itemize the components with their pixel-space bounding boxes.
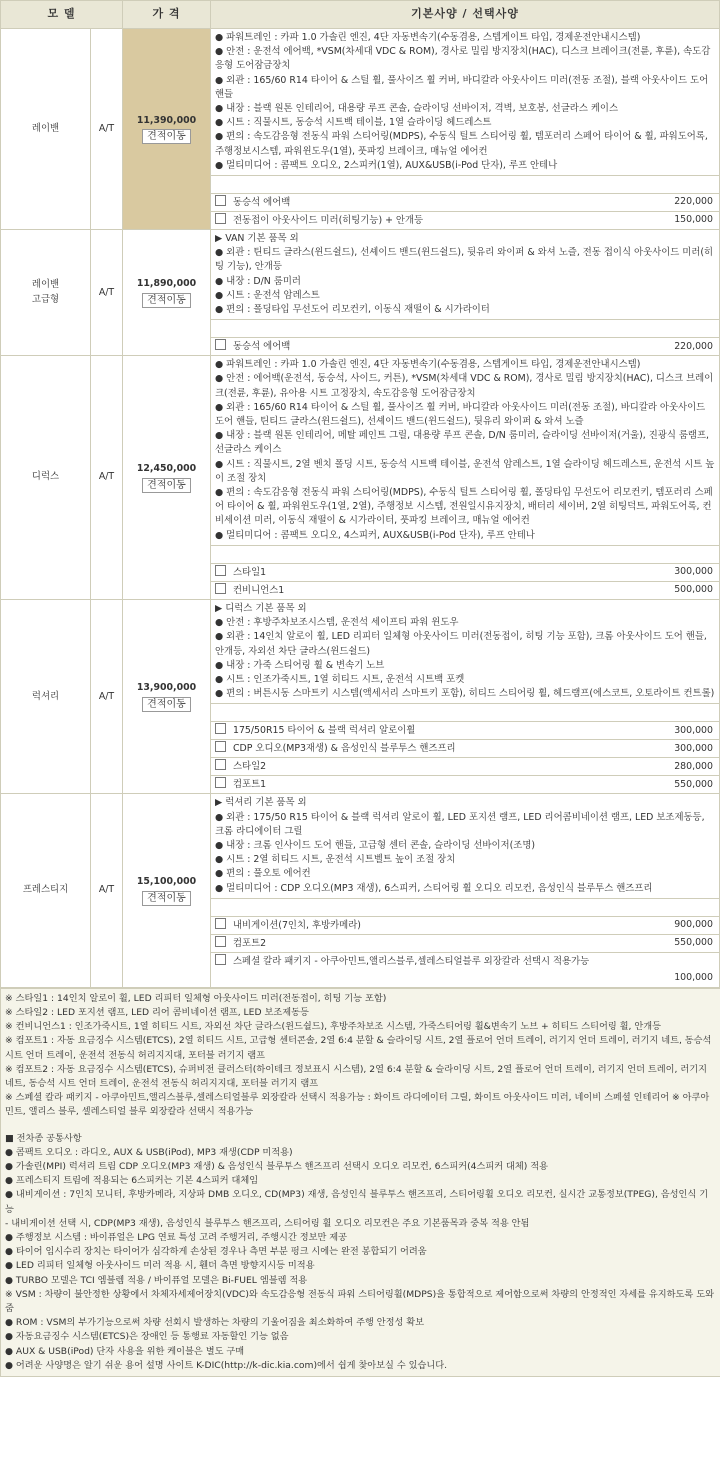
option-price: 150,000 bbox=[619, 212, 719, 230]
note-line: ● 프레스티지 트림에 적용되는 6스피커는 기본 4스피커 대체임 bbox=[5, 1175, 259, 1187]
trim-name bbox=[1, 599, 91, 793]
spec-item: ▶ 럭셔리 기본 품목 외 bbox=[215, 797, 307, 809]
option-name: 스타일2 bbox=[233, 761, 267, 773]
spec-list bbox=[211, 356, 719, 545]
trim-row bbox=[1, 356, 720, 600]
spec-cell bbox=[211, 599, 720, 793]
option-name: 동승석 에어백 bbox=[233, 341, 291, 353]
note-line: ※ 컴포트1 : 자동 요금징수 시스템(ETCS), 2열 히티드 시트, 고급형 센터콘솔, 2열 6:4 분할 & 슬라이딩 시트, 2열 플로어 언더 트레이, 러기지 언더 트레이, 러기지 네트, 동승석 시트 언더 트레이, 운전석 전동식 허리지지대, 포터블 러기지 램프 bbox=[5, 1035, 712, 1061]
note-line: ※ 컨비니언스1 : 인조가죽시트, 1열 히티드 시트, 자외선 차단 글라스(윈드쉴드), 후방주차보조 시스템, 가죽스티어링 휠&변속기 노브 + 히티드 스티어링 휠, 안개등 bbox=[5, 1021, 661, 1033]
option-name: 스페셜 칼라 패키지 - 아쿠아민트,앨리스블루,셀레스티얼블루 외장칼라 선택시 적용가능 bbox=[233, 955, 590, 967]
note-line: ※ 스타일1 : 14인치 알로이 휠, LED 리피터 일체형 아웃사이드 미러(전동접이, 히팅 기능 포함) bbox=[5, 992, 387, 1004]
option-name-cell bbox=[211, 916, 619, 934]
option-table bbox=[211, 319, 719, 355]
note-line: ● 어려운 사양명은 알기 쉬운 용어 설명 사이트 K-DIC(http://k-dic.kia.com)에서 쉽게 찾아보실 수 있습니다. bbox=[5, 1359, 448, 1371]
trim-row bbox=[1, 794, 720, 987]
price-header: 가 격 bbox=[123, 1, 211, 29]
option-name-cell bbox=[211, 776, 619, 794]
option-name: 스타일1 bbox=[233, 566, 267, 578]
option-row bbox=[211, 581, 719, 599]
trim-price: 15,100,000 bbox=[136, 876, 197, 888]
option-checkbox[interactable] bbox=[215, 918, 226, 929]
quote-button[interactable]: 견적이동 bbox=[142, 129, 191, 144]
note-line: ※ VSM : 차량이 불안정한 상황에서 차체자세제어장치(VDC)와 속도감응형 전동식 파워 스티어링휠(MDPS)을 통합적으로 제어함으로써 차량의 안정적인 자세를 유지하도록 도와줌 bbox=[5, 1288, 714, 1314]
spec-item: ● 외관 : 14인치 알로이 휠, LED 리피터 일체형 아웃사이드 미러(전동접이, 히팅 기능 포함), 크롬 아웃사이드 도어 핸들, 안개등, 자외선 차단 글라스(윈드쉴드) bbox=[215, 631, 707, 657]
spec-list bbox=[211, 794, 719, 897]
trim-name-line: 레이밴 bbox=[31, 279, 60, 291]
trim-price-cell bbox=[123, 599, 211, 793]
option-row bbox=[211, 722, 719, 740]
option-name: 컴포트2 bbox=[233, 937, 267, 949]
trim-price: 13,900,000 bbox=[136, 682, 197, 694]
trim-name bbox=[1, 794, 91, 987]
table-header-row bbox=[1, 1, 720, 29]
spec-item: ● 편의 : 폴딩타입 무선도어 리모컨키, 이동식 재떨이 & 시가라이터 bbox=[215, 304, 490, 316]
option-price: 100,000 bbox=[674, 972, 713, 984]
quote-button[interactable]: 견적이동 bbox=[142, 478, 191, 493]
spec-item: ● 내장 : 블랙 원톤 인테리어, 메탈 페인트 그릴, 대용량 루프 콘솔, D/N 룸미러, 슬라이딩 선바이저(거울), 진광식 룸램프, 선글라스 케이스 bbox=[215, 430, 710, 456]
spec-item: ● 파워트레인 : 카파 1.0 가솔린 엔진, 4단 자동변속기(수동겸용, 스텝게이트 타입, 경제운전안내시스템) bbox=[215, 32, 641, 43]
note-line: ● 콤팩트 오디오 : 라디오, AUX & USB(iPod), MP3 재생(CDP 미적용) bbox=[5, 1146, 293, 1158]
option-price: 220,000 bbox=[619, 338, 719, 356]
option-name: 동승석 에어백 bbox=[233, 196, 291, 208]
trim-name bbox=[1, 29, 91, 230]
option-price: 550,000 bbox=[619, 934, 719, 952]
trim-name-line: 고급형 bbox=[31, 293, 60, 305]
note-line: ● 주행정보 시스템 : 바이퓨얼은 LPG 연료 특성 고려 주행거리, 주행시간 정보만 제공 bbox=[5, 1231, 347, 1243]
trim-row bbox=[1, 599, 720, 793]
option-name-cell bbox=[211, 740, 619, 758]
trim-name-line: 프레스티지 bbox=[22, 884, 69, 896]
spec-item: ● 멀티미디어 : CDP 오디오(MP3 재생), 6스피커, 스티어링 휠 오디오 리모컨, 음성인식 블루투스 핸즈프리 bbox=[215, 882, 653, 894]
option-checkbox[interactable] bbox=[215, 741, 226, 752]
spec-item: ● 내장 : D/N 룸미러 bbox=[215, 275, 301, 287]
spec-item: ● 시트 : 직물시트, 2열 벤치 폴딩 시트, 동승석 시트백 테이블, 운전석 암레스트, 1열 슬라이딩 헤드레스트, 운전석 시트 높이 조절 장치 bbox=[215, 458, 715, 484]
spec-item: ● 멀티미디어 : 콤팩트 오디오, 2스피커(1열), AUX&USB(i-Pod 단자), 루프 안테나 bbox=[215, 159, 558, 171]
transmission: A/T bbox=[91, 230, 123, 356]
model-header: 모 델 bbox=[1, 1, 123, 29]
spec-item: ● 외관 : 165/60 R14 타이어 & 스틸 휠, 풀사이즈 휠 커버, 바디칼라 아웃사이드 미러(전동 조절), 바디칼라 아웃사이드 도어 핸들, 틴티드 글라스(윈드쉴드), 선셰이드 밴드(윈드쉴드), 뒷유리 와이퍼 & 와셔 노즐 bbox=[215, 401, 706, 428]
trim-name-line: 럭셔리 bbox=[31, 690, 60, 702]
spec-cell bbox=[211, 356, 720, 600]
option-row bbox=[211, 338, 719, 356]
option-row bbox=[211, 952, 719, 970]
trim-row bbox=[1, 29, 720, 230]
option-checkbox[interactable] bbox=[215, 583, 226, 594]
trim-name bbox=[1, 356, 91, 600]
note-line: ● 타이어 임시수리 장치는 타이어가 심각하게 손상된 경우나 측면 부분 펑크 시에는 완전 봉합되기 어려움 bbox=[5, 1246, 427, 1258]
spec-list bbox=[211, 29, 719, 175]
option-price: 280,000 bbox=[619, 758, 719, 776]
spec-item: ● 안전 : 운전석 에어백, *VSM(차세대 VDC & ROM), 경사로 밀림 방지장치(HAC), 디스크 브레이크(전륜, 후륜), 속도감응형 도어잠금장치 bbox=[215, 46, 711, 72]
option-checkbox[interactable] bbox=[215, 213, 226, 224]
trim-price: 12,450,000 bbox=[136, 463, 197, 475]
option-table bbox=[211, 545, 719, 599]
trim-price: 11,890,000 bbox=[136, 278, 197, 290]
spec-list bbox=[211, 600, 719, 703]
option-price: 300,000 bbox=[619, 563, 719, 581]
option-price: 550,000 bbox=[619, 776, 719, 794]
spec-item: ● 편의 : 버튼시동 스마트키 시스템(액세서리 스마트키 포함), 히티드 스티어링 휠, 헤드램프(에스코트, 오토라이트 컨트롤) bbox=[215, 688, 715, 700]
note-line: ● 내비게이션 : 7인치 모니터, 후방카메라, 지상파 DMB 오디오, CD(MP3) 재생, 음성인식 블루투스 핸즈프리, 스티어링휠 오디오 리모컨, 실시간 교통정보(TPEG), 음성인식 기능 bbox=[5, 1189, 709, 1215]
quote-button[interactable]: 견적이동 bbox=[142, 697, 191, 712]
spec-item: ● 멀티미디어 : 콤팩트 오디오, 4스피커, AUX&USB(i-Pod 단자), 루프 안테나 bbox=[215, 529, 535, 541]
trim-name-line: 레이밴 bbox=[31, 122, 60, 134]
note-line: ※ 스페셜 칼라 패키지 - 아쿠아민트,앨리스블루,셀레스티얼블루 외장칼라 선택시 적용가능 : 화이트 라디에이터 그릴, 화이트 아웃사이드 미러, 네이비 스페셜 인테리어 ※ 아쿠아민트, 앨리스 블루, 셀레스티얼 블루 외장칼라 선택시 적용가능 bbox=[5, 1092, 710, 1118]
spec-item: ● 파워트레인 : 카파 1.0 가솔린 엔진, 4단 자동변속기(수동겸용, 스텝게이트 타입, 경제운전안내시스템) bbox=[215, 359, 641, 371]
option-checkbox[interactable] bbox=[215, 777, 226, 788]
spec-list bbox=[211, 230, 719, 319]
note-line: ※ 컴포트2 : 자동 요금징수 시스템(ETCS), 슈퍼비전 클러스터(하이테크 정보표시 시스템), 2열 6:4 분할 & 슬라이딩 시트, 2열 플로어 언더 트레이, 러기지 언더 트레이, 러기지 네트, 동승석 시트 언더 트레이, 운전석 전동식 허리지지대, 포터블 러기지 램프 bbox=[5, 1063, 708, 1089]
option-gap bbox=[211, 545, 719, 563]
trim-name-line: 디럭스 bbox=[31, 471, 60, 483]
spec-item: ● 내장 : 가죽 스티어링 휠 & 변속기 노브 bbox=[215, 659, 385, 671]
quote-button[interactable]: 견적이동 bbox=[142, 293, 191, 308]
note-line: ● LED 리피터 일체형 아웃사이드 미러 적용 시, 휀더 측면 방향지시등 미적용 bbox=[5, 1260, 315, 1272]
trim-rows bbox=[1, 29, 720, 988]
option-checkbox[interactable] bbox=[215, 339, 226, 350]
spec-item: ● 내장 : 크롬 인사이드 도어 핸들, 고급형 센터 콘솔, 슬라이딩 선바이저(조명) bbox=[215, 839, 536, 851]
note-line: ● AUX & USB(iPod) 단자 사용을 위한 케이블은 별도 구매 bbox=[5, 1345, 245, 1357]
option-name-cell bbox=[211, 338, 619, 356]
option-checkbox[interactable] bbox=[215, 565, 226, 576]
option-price: 500,000 bbox=[619, 581, 719, 599]
trim-price-cell bbox=[123, 29, 211, 230]
trim-price-cell bbox=[123, 230, 211, 356]
spec-item: ● 내장 : 블랙 원톤 인테리어, 대용량 루프 콘솔, 슬라이딩 선바이저, 격벽, 보호봉, 선글라스 케이스 bbox=[215, 103, 619, 115]
transmission: A/T bbox=[91, 794, 123, 987]
option-name-cell bbox=[211, 722, 619, 740]
option-gap bbox=[211, 320, 719, 338]
note-line: ● TURBO 모델은 TCI 엠블렘 적용 / 바이퓨얼 모델은 Bi-FUEL 엠블렘 적용 bbox=[5, 1274, 308, 1286]
option-row bbox=[211, 776, 719, 794]
option-row bbox=[211, 934, 719, 952]
spec-item: ● 시트 : 2열 히티드 시트, 운전석 시트벨트 높이 조절 장치 bbox=[215, 854, 456, 866]
transmission: A/T bbox=[91, 356, 123, 600]
option-gap bbox=[211, 176, 719, 194]
note-line: ※ 스타일2 : LED 포지션 램프, LED 리어 콤비네이션 램프, LED 보조제동등 bbox=[5, 1006, 309, 1018]
option-name-cell bbox=[211, 194, 619, 212]
spec-cell bbox=[211, 794, 720, 987]
spec-item: ● 안전 : 에어백(운전석, 동승석, 사이드, 커튼), *VSM(차세대 VDC & ROM), 경사로 밀림 방지장치(HAC), 디스크 브레이크(전륜, 후륜), 유아용 시트 고정장치, 속도감응형 도어잠금장치 bbox=[215, 373, 714, 399]
spec-cell bbox=[211, 230, 720, 356]
option-row bbox=[211, 758, 719, 776]
spec-item: ▶ 디럭스 기본 품목 외 bbox=[215, 602, 307, 614]
trim-price-cell bbox=[123, 794, 211, 987]
option-checkbox[interactable] bbox=[215, 195, 226, 206]
option-price: 300,000 bbox=[619, 740, 719, 758]
option-row bbox=[211, 916, 719, 934]
option-name: 컨비니언스1 bbox=[233, 584, 285, 596]
spec-item: ● 외관 : 틴티드 글라스(윈드쉴드), 선셰이드 밴드(윈드쉴드), 뒷유리 와이퍼 & 와셔 노즐, 전동 접이식 아웃사이드 미러(히팅 기능), 안개등 bbox=[215, 247, 714, 273]
spec-item: ● 시트 : 인조가죽시트, 1열 히티드 시트, 운전석 시트백 포켓 bbox=[215, 673, 465, 685]
spec-item: ● 편의 : 속도감응형 전동식 파워 스티어링(MDPS), 수동식 틸트 스티어링 휠, 템포러리 스페어 타이어 & 휠, 파워도어록, 주행정보시스템, 파워윈도우(1열), 풋파킹 브레이크, 매뉴얼 에어컨 bbox=[215, 131, 708, 157]
option-row bbox=[211, 194, 719, 212]
option-row bbox=[211, 212, 719, 230]
trim-price-cell bbox=[123, 356, 211, 600]
option-name-cell bbox=[211, 581, 619, 599]
option-checkbox[interactable] bbox=[215, 936, 226, 947]
option-name-cell bbox=[211, 212, 619, 230]
option-checkbox[interactable] bbox=[215, 954, 226, 965]
spec-item: ● 편의 : 속도감응형 전동식 파워 스티어링(MDPS), 수동식 틸트 스티어링 휠, 폴딩타입 무선도어 리모컨키, 템포러리 스페어 타이어 & 휠, 파워윈도우(1열, 2열), 주행정보 시스템, 전원일시유지장치, 배터리 세이버, 2열 히팅덕트, 파워도어록, 컨비세이션 미러, 이동식 재떨이 & 시가라이터, 풋파킹 브레이크, 매뉴얼 에어컨 bbox=[215, 487, 713, 527]
option-table bbox=[211, 175, 719, 229]
option-row bbox=[211, 740, 719, 758]
transmission: A/T bbox=[91, 599, 123, 793]
spec-item: ● 외관 : 175/50 R15 타이어 & 블랙 럭셔리 알로이 휠, LED 포지션 램프, LED 리어콤비네이션 램프, LED 보조제동등, 크롬 라디에이터 그릴 bbox=[215, 811, 705, 837]
transmission: A/T bbox=[91, 29, 123, 230]
notes-spacer bbox=[5, 1120, 716, 1132]
spec-cell bbox=[211, 29, 720, 230]
option-name: CDP 오디오(MP3재생) & 음성인식 블루투스 핸즈프리 bbox=[233, 743, 456, 755]
option-name: 전동접이 아웃사이드 미러(히팅기능) + 안개등 bbox=[233, 214, 424, 226]
spec-item: ● 외관 : 165/60 R14 타이어 & 스틸 휠, 풀사이즈 휠 커버, 바디칼라 아웃사이드 미러(전동 조절), 블랙 아웃사이드 도어 핸들 bbox=[215, 74, 709, 100]
option-name-cell bbox=[211, 563, 619, 581]
option-name-cell bbox=[211, 952, 719, 970]
option-row bbox=[211, 563, 719, 581]
option-name-cell bbox=[211, 934, 619, 952]
note-line: ● ROM : VSM의 부가기능으로써 차량 선회시 발생하는 차량의 기울어짐을 최소화하여 주행 안정성 확보 bbox=[5, 1317, 425, 1329]
option-price: 300,000 bbox=[619, 722, 719, 740]
option-name: 내비게이션(7인치, 후방카메라) bbox=[233, 919, 361, 931]
spec-item: ● 안전 : 후방주차보조시스템, 운전석 세이프티 파워 윈도우 bbox=[215, 617, 459, 629]
note-line: ■ 전차종 공통사항 bbox=[5, 1132, 82, 1144]
option-name: 175/50R15 타이어 & 블랙 럭셔리 알로이휠 bbox=[233, 725, 416, 737]
option-name-cell bbox=[211, 758, 619, 776]
note-line: - 내비게이션 선택 시, CDP(MP3 재생), 음성인식 블루투스 핸즈프리, 스티어링 휠 오디오 리모컨은 주요 기본품목과 중복 적용 안됨 bbox=[5, 1217, 530, 1229]
trim-name bbox=[1, 230, 91, 356]
option-price: 900,000 bbox=[619, 916, 719, 934]
option-gap bbox=[211, 704, 719, 722]
option-price: 220,000 bbox=[619, 194, 719, 212]
trim-row bbox=[1, 230, 720, 356]
note-line: ● 자동요금징수 시스템(ETCS)은 장애인 등 통행료 자동할인 기능 없음 bbox=[5, 1331, 289, 1343]
spec-header: 기본사양 / 선택사양 bbox=[211, 1, 720, 29]
option-gap bbox=[211, 898, 719, 916]
option-table bbox=[211, 703, 719, 793]
option-checkbox[interactable] bbox=[215, 723, 226, 734]
spec-item: ● 시트 : 직물시트, 동승석 시트백 테이블, 1열 슬라이딩 헤드레스트 bbox=[215, 117, 492, 129]
note-line: ● 가솔린(MPI) 럭셔리 트림 CDP 오디오(MP3 재생) & 음성인식 블루투스 핸즈프리 선택시 오디오 리모컨, 6스피커(4스피커 대체) 적용 bbox=[5, 1160, 549, 1172]
spec-item: ● 편의 : 풀오토 에어컨 bbox=[215, 868, 311, 880]
trim-price: 11,390,000 bbox=[136, 114, 197, 126]
quote-button[interactable]: 견적이동 bbox=[142, 891, 191, 906]
option-name: 컴포트1 bbox=[233, 779, 267, 791]
option-price-row bbox=[211, 970, 719, 987]
spec-item: ▶ VAN 기본 품목 외 bbox=[215, 233, 299, 245]
option-table bbox=[211, 898, 719, 987]
notes-section bbox=[0, 988, 720, 1377]
spec-item: ● 시트 : 운전석 암레스트 bbox=[215, 289, 320, 301]
option-checkbox[interactable] bbox=[215, 759, 226, 770]
